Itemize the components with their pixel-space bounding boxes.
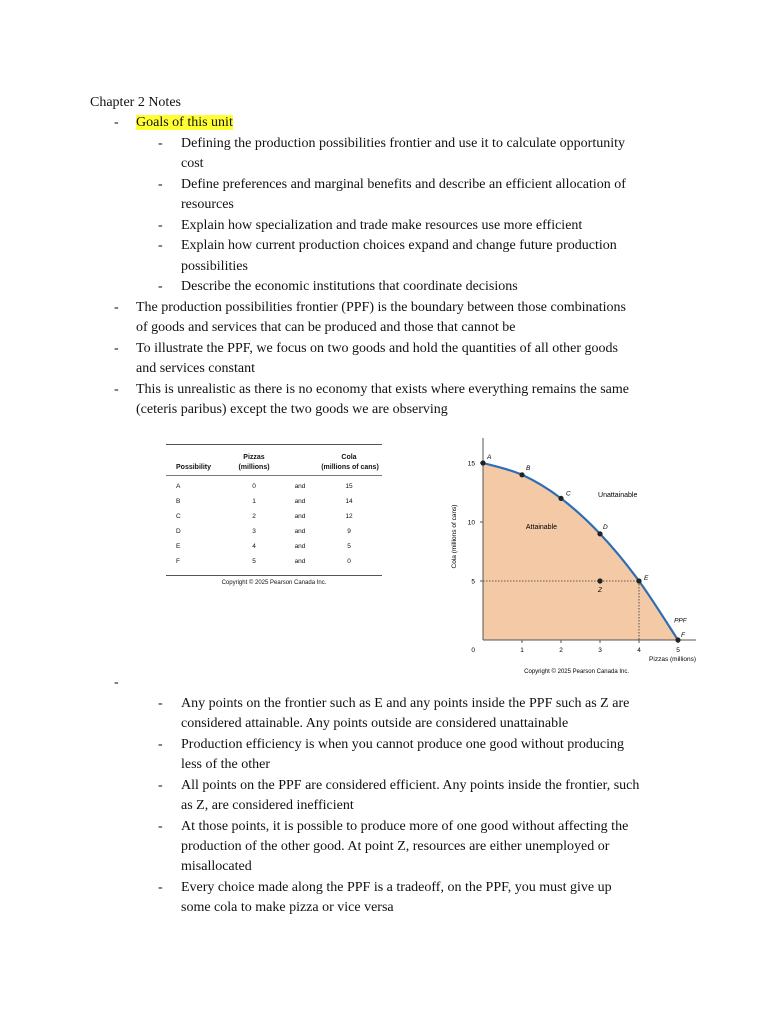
possibilities-table-figure [166,444,382,594]
table-cell-pizzas: 4 [252,543,256,550]
bullet-item-cont: and services constant [136,361,255,376]
table-head-possibility: Possibility [176,464,212,471]
ppf-curve-label: PPF [674,617,687,625]
x-tick-label: 2 [559,647,563,654]
table-cell-and: and [294,528,306,535]
table-cell-pizzas: 5 [252,558,256,565]
sub-bullet-dash: - [158,177,163,192]
point-z [597,578,602,583]
y-axis-label: Cola (millions of cans) [451,504,458,569]
goal-item: Explain how current production choices expand and change future production [181,238,617,253]
post-item: Every choice made along the PPF is a tradeoff, on the PPF, you must give up [181,880,612,895]
table-row [166,528,382,540]
unattainable-label: Unattainable [598,492,638,500]
post-item: At those points, it is possible to produce more of one good without affecting the [181,819,629,834]
goal-item: Define preferences and marginal benefits and describe an efficient allocation of [181,177,626,192]
x-axis-label: Pizzas (millions) [649,656,696,663]
y-tick-label: 15 [467,460,475,468]
bullet-item: To illustrate the PPF, we focus on two goods and hold the quantities of all other goods [136,341,619,356]
table-cell-and: and [294,513,306,520]
x-tick-label: 1 [520,647,524,654]
goal-item: Explain how specialization and trade make resources use more efficient [181,218,583,233]
table-cell-cola: 14 [345,498,353,505]
sub-bullet-dash: - [158,136,163,151]
post-item-cont: as Z, are considered inefficient [181,798,354,813]
post-item: Production efficiency is when you cannot produce one good without producing [181,737,624,752]
table-head-cola-unit: (millions of cans) [321,464,379,471]
table-cell-and: and [294,558,306,565]
sub-bullet-dash: - [158,238,163,253]
chart-copyright: Copyright © 2025 Pearson Canada Inc. [524,669,630,675]
post-item: Any points on the frontier such as E and any points inside the PPF such as Z are [181,696,630,711]
goal-item-cont: resources [181,197,234,212]
bullet-item: The production possibilities frontier (PPF) is the boundary between those combinations [136,300,626,315]
table-cell-pizzas: 3 [252,528,256,535]
point-a [480,460,485,465]
bullet-dash: - [114,300,119,315]
point-f [675,637,680,642]
goal-item: Defining the production possibilities frontier and use it to calculate opportunity [181,136,626,151]
sub-bullet-dash: - [158,696,163,711]
point-label-d: D [603,523,608,531]
table-row [166,558,382,570]
table-head-cola: Cola [341,454,357,461]
attainable-label: Attainable [525,524,558,532]
sub-bullet-dash: - [158,819,163,834]
bullet-dash: - [114,341,119,356]
origin-label: 0 [471,647,475,654]
point-label-e: E [644,575,649,582]
point-d [597,531,602,536]
table-row [166,543,382,555]
post-item-cont: misallocated [181,859,252,874]
point-e [636,578,641,583]
goals-heading [136,113,233,133]
table-cell-and: and [294,483,306,490]
doc-title: Chapter 2 Notes [90,95,181,110]
goal-item-cont: possibilities [181,259,248,274]
point-b [519,472,524,477]
point-label-c: C [566,490,571,498]
bullet-item-cont: (ceteris paribus) except the two goods we are observing [136,402,448,417]
table-cell-cola: 0 [347,558,351,565]
table-cell-and: and [294,498,306,505]
table-row [166,498,382,510]
table-cell-pizzas: 1 [252,498,256,505]
goal-item-cont: cost [181,156,204,171]
table-head-pizzas-unit: (millions) [238,464,270,471]
goal-item: Describe the economic institutions that coordinate decisions [181,279,518,294]
post-item-cont: production of the other good. At point Z, resources are either unemployed or [181,839,610,854]
table-cell-p: E [176,543,181,550]
sub-bullet-dash: - [158,880,163,895]
post-item-cont: some cola to make pizza or vice versa [181,900,394,915]
post-item-cont: less of the other [181,757,271,772]
attainable-region [483,463,678,640]
y-tick-label: 10 [467,519,475,527]
point-c [558,496,563,501]
point-label-f: F [681,632,685,639]
post-item: All points on the PPF are considered efficient. Any points inside the frontier, such [181,778,640,793]
goals-heading-text: Goals of this unit [136,115,233,130]
ppf-chart [440,432,708,680]
table-cell-and: and [294,543,306,550]
post-item-cont: considered attainable. Any points outside are considered unattainable [181,716,569,731]
table-cell-p: D [176,528,181,535]
table-cell-cola: 15 [345,483,353,490]
bullet-dash: - [114,115,119,130]
point-label-b: B [526,464,531,472]
point-label-a: A [487,454,492,461]
bullet-item-cont: of goods and services that can be produced and those that cannot be [136,320,516,335]
table-cell-pizzas: 0 [252,483,256,490]
table-cell-p: A [176,483,181,490]
point-label-z: Z [598,587,602,594]
sub-bullet-dash: - [158,778,163,793]
bullet-item: This is unrealistic as there is no economy that exists where everything remains the same [136,382,629,397]
x-tick-label: 3 [598,647,602,654]
table-cell-cola: 9 [347,528,351,535]
table-head-pizzas: Pizzas [243,454,265,461]
table-row [166,513,382,525]
table-cell-p: F [176,558,180,565]
table-row [166,483,382,495]
table-cell-cola: 12 [345,513,353,520]
bullet-dash: - [114,382,119,397]
bullet-dash: - [114,675,119,690]
sub-bullet-dash: - [158,737,163,752]
table-cell-p: B [176,498,181,505]
y-tick-label: 5 [471,578,475,586]
sub-bullet-dash: - [158,218,163,233]
table-copyright: Copyright © 2025 Pearson Canada Inc. [221,580,327,586]
table-cell-p: C [176,513,181,520]
sub-bullet-dash: - [158,279,163,294]
table-cell-pizzas: 2 [252,513,256,520]
table-cell-cola: 5 [347,543,351,550]
x-tick-label: 4 [637,647,641,654]
x-tick-label: 5 [676,647,680,654]
